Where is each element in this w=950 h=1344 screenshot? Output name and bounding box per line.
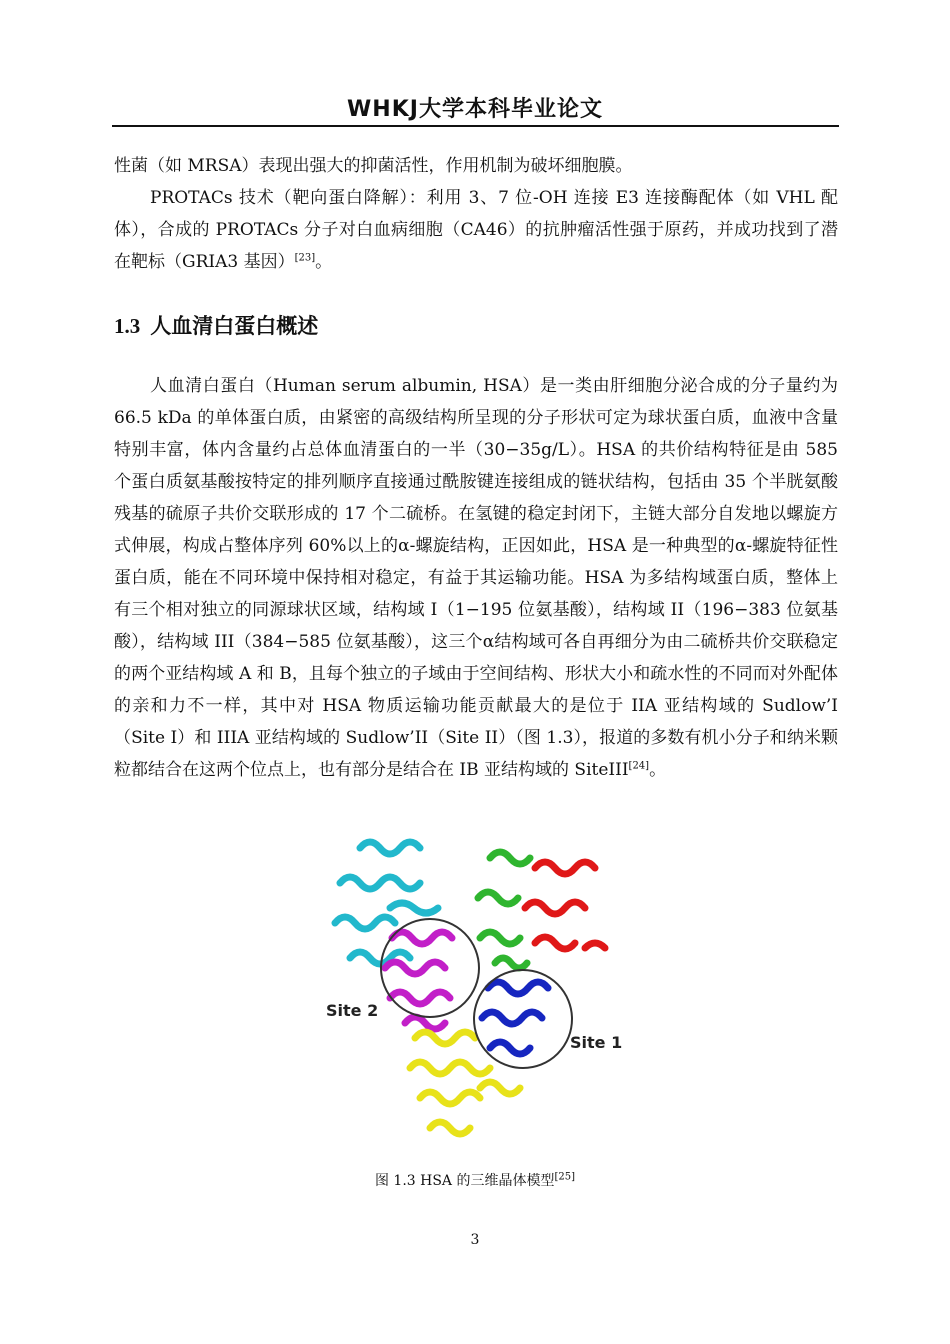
- caption-citation: [25]: [554, 1171, 576, 1183]
- site-2-label: Site 2: [326, 1001, 379, 1020]
- figure-caption: [0, 1170, 950, 1190]
- paragraph-hsa-overview: [114, 370, 838, 786]
- red-domain: [525, 862, 605, 949]
- paragraph-protacs: [114, 182, 838, 278]
- running-header: WHKJ大学本科毕业论文: [347, 97, 603, 122]
- citation-ref: [23]: [294, 252, 316, 264]
- paragraph-continuation: [114, 150, 838, 182]
- yellow-domain: [410, 1032, 520, 1134]
- paragraph-end: 。: [649, 760, 667, 780]
- section-number: 1.3: [114, 314, 141, 338]
- caption-text: 图 1.3 HSA 的三维晶体模型: [374, 1173, 555, 1189]
- citation-ref: [24]: [628, 760, 650, 772]
- header-rule: [112, 125, 839, 127]
- paragraph-text: 人血清白蛋白（Human serum albumin, HSA）是一类由肝细胞分泌合成的分子量约为 66.5 kDa 的单体蛋白质，由紧密的高级结构所呈现的分子形状可定为球状蛋白质，血液中含量特别丰富，体内含量约占总体血清蛋白的一半（30−35g/L）。HSA 的共价结构特征是由 585 个蛋白质氨基酸按特定的排列顺序直接通过酰胺键连接组成的链状结构，包括由 35 个半胱氨酸残基的硫原子共价交联形成的 17 个二硫桥。在氢键的稳定封闭下，主链大部分自发地以螺旋方式伸展，构成占整体序列 60%以上的α-螺旋结构，正因如此，HSA 是一种典型的α-螺旋特征性蛋白质，能在不同环境中保持相对稳定，有益于其运输功能。HSA 为多结构域蛋白质，整体上有三个相对独立的同源球状区域，结构域 I（1−195 位氨基酸），结构域 II（196−383 位氨基酸），结构域 III（384−585 位氨基酸），这三个α结构域可各自再细分为由二硫桥共价交联稳定的两个亚结构域 A 和 B，且每个独立的子域由于空间结构、形状大小和疏水性的不同而对外配体的亲和力不一样，其中对 HSA 物质运输功能贡献最大的是位于 IIA 亚结构域的 Sudlow’I（Site I）和 IIIA 亚结构域的 Sudlow’II（Site II）（图 1.3），报道的多数有机小分子和纳米颗粒都结合在这两个位点上，也有部分是结合在 IB 亚结构域的 SiteIII: [114, 376, 838, 780]
- section-heading: [114, 310, 318, 340]
- paragraph-text: PROTACs 技术（靶向蛋白降解）：利用 3、7 位-OH 连接 E3 连接酶配体（如 VHL 配体），合成的 PROTACs 分子对白血病细胞（CA46）的抗肿瘤活性强于原药，并成功找到了潜在靶标（GRIA3 基因）: [114, 188, 838, 272]
- hsa-structure-figure: [320, 828, 626, 1162]
- paragraph-end: 。: [315, 252, 333, 272]
- magenta-domain: [385, 932, 452, 1029]
- paragraph-text: 性菌（如 MRSA）表现出强大的抑菌活性，作用机制为破坏细胞膜。: [114, 156, 633, 176]
- site-1-label: Site 1: [570, 1033, 623, 1052]
- page-number: 3: [470, 1232, 480, 1248]
- blue-domain: [482, 982, 548, 1054]
- section-title: 人血清白蛋白概述: [150, 314, 319, 338]
